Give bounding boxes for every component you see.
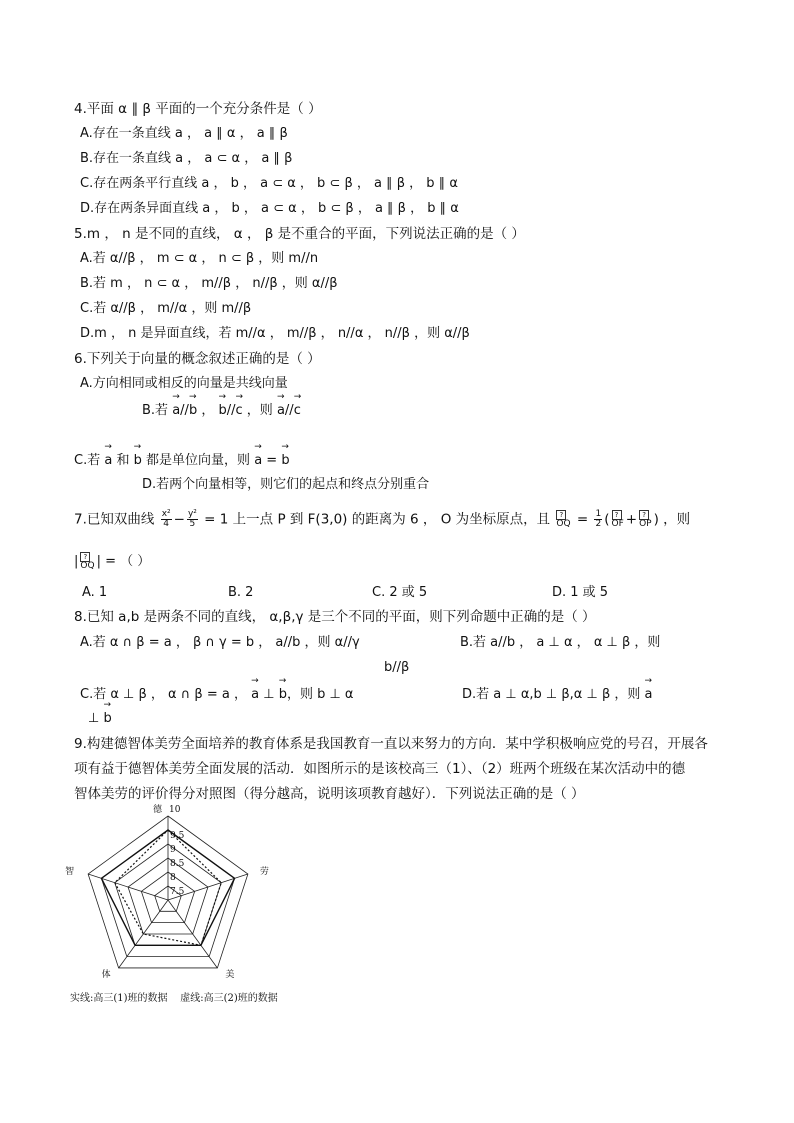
axis-label-2: 美 bbox=[225, 969, 235, 980]
tick-label-10: 10 bbox=[169, 805, 181, 815]
frac-y2-5: $\frac{\text{y²}}{5}$ bbox=[187, 509, 197, 529]
q7-stem: 7.已知双曲线 $\frac{\text{x²}}{4}$ − $\frac{\text{y²}}{5}$ = 1 上一点 P 到 F(3,0) 的距离为 6 ， O 为坐标原点，且 $\frac{?}{OQ}$ = $\frac{1}{2}$ ( $\frac{?}{OF}$ + $\frac{?}{OP}$ ) ，则 bbox=[74, 509, 691, 529]
q4-option-b: B.存在一条直线 a ， a ⊂ α ， a ∥ β bbox=[80, 151, 293, 166]
vector-oq: $\frac{?}{OQ}$ bbox=[556, 511, 571, 529]
q7-option-a: A. 1 bbox=[82, 585, 108, 600]
q8-option-b: B.若 a//b ， a ⊥ α ， α ⊥ β ，则 bbox=[460, 635, 661, 650]
q4-option-c: C.存在两条平行直线 a ， b ， a ⊂ α ， b ⊂ β ， a ∥ β ， b ∥ α bbox=[80, 176, 458, 191]
frac-x2-4: $\frac{\text{x²}}{4}$ bbox=[161, 509, 171, 529]
axis-label-1: 劳 bbox=[259, 867, 269, 878]
vector-oq-abs: $\frac{?}{OQ}$ bbox=[80, 553, 95, 571]
q4-stem: 4.平面 α ∥ β 平面的一个充分条件是（ ） bbox=[74, 101, 322, 117]
q4-option-a: A.存在一条直线 a ， a ∥ α ， a ∥ β bbox=[80, 126, 288, 141]
q6-stem: 6.下列关于向量的概念叙述正确的是（ ） bbox=[74, 351, 321, 367]
q8-option-d: D.若 a ⊥ α,b ⊥ β,α ⊥ β ，则 → a bbox=[462, 686, 653, 704]
axis-label-4: 智 bbox=[65, 867, 75, 878]
q8-option-c: C.若 α ⊥ β ， α ∩ β = a ， → a ⊥ → b，则 b ⊥ α bbox=[80, 686, 354, 704]
q7-option-c: C. 2 或 5 bbox=[372, 585, 428, 600]
q7-line2: | $\frac{?}{OQ}$ | = （ ） bbox=[74, 553, 151, 571]
q7-option-d: D. 1 或 5 bbox=[552, 585, 609, 600]
q6-option-a: A.方向相同或相反的向量是共线向量 bbox=[80, 376, 288, 391]
q9-line3: 智体美劳的评价得分对照图（得分越高，说明该项教育越好）．下列说法正确的是（ ） bbox=[74, 786, 585, 802]
tick-label-2: 8.5 bbox=[170, 859, 185, 869]
axis-label-0: 德 bbox=[152, 805, 162, 815]
q8-option-a: A.若 α ∩ β = a ， β ∩ γ = b ， a//b ，则 α//γ bbox=[80, 635, 360, 650]
q7-option-b: B. 2 bbox=[228, 585, 254, 600]
radar-caption bbox=[70, 989, 278, 1004]
q9-line2: 项有益于德智体美劳全面发展的活动．如图所示的是该校高三（1）、（2）班两个班级在某次活动中的德 bbox=[74, 761, 686, 777]
vector-of: $\frac{?}{OF}$ bbox=[611, 511, 624, 529]
tick-label-1: 9 bbox=[170, 845, 176, 855]
axis-label-3: 体 bbox=[101, 969, 111, 980]
q9-line1: 9.构建德智体美劳全面培养的教育体系是我国教育一直以来努力的方向．某中学积极响应党的号召，开展各 bbox=[74, 736, 708, 752]
q6-option-d: D.若两个向量相等，则它们的起点和终点分别重合 bbox=[142, 477, 430, 492]
q5-stem: 5.m ， n 是不同的直线， α ， β 是不重合的平面，下列说法正确的是（ ） bbox=[74, 226, 525, 242]
q8-option-d-cont: ⊥ → b bbox=[88, 710, 112, 728]
q8-stem: 8.已知 a,b 是两条不同的直线， α,β,γ 是三个不同的平面，则下列命题中正确的是（ ） bbox=[74, 609, 596, 625]
q6-option-c: C.若 → a 和 → b 都是单位向量，则 → a = → b bbox=[74, 452, 290, 470]
axis-line-4 bbox=[88, 874, 168, 900]
tick-label-3: 8 bbox=[170, 873, 176, 883]
frac-half: $\frac{1}{2}$ bbox=[595, 509, 602, 529]
q5-option-b: B.若 m ， n ⊂ α ， m//β ， n//β ，则 α//β bbox=[80, 276, 338, 291]
caption-dashed: 虚线:高三(2)班的数据 bbox=[180, 993, 278, 1004]
vector-op: $\frac{?}{OP}$ bbox=[639, 511, 652, 529]
tick-label-0: 9.5 bbox=[170, 831, 185, 841]
q4-option-d: D.存在两条异面直线 a ， b ， a ⊂ α ， b ⊂ β ， a ∥ β ， b ∥ α bbox=[80, 201, 459, 216]
q5-option-c: C.若 α//β ， m//α ，则 m//β bbox=[80, 301, 252, 316]
q5-option-a: A.若 α//β ， m ⊂ α ， n ⊂ β ，则 m//n bbox=[80, 251, 319, 266]
tick-label-4: 7.5 bbox=[170, 887, 185, 897]
q5-option-d: D.m ， n 是异面直线，若 m//α ， m//β ， n//α ， n//β ，则 α//β bbox=[80, 326, 470, 341]
caption-solid: 实线:高三(1)班的数据 bbox=[70, 993, 168, 1004]
q6-option-b: B.若 → a//→ b ， → b//→ c ，则 → a//→ c bbox=[142, 402, 301, 420]
q8-option-b-cont: b//β bbox=[384, 660, 410, 675]
radar-chart bbox=[65, 804, 272, 986]
